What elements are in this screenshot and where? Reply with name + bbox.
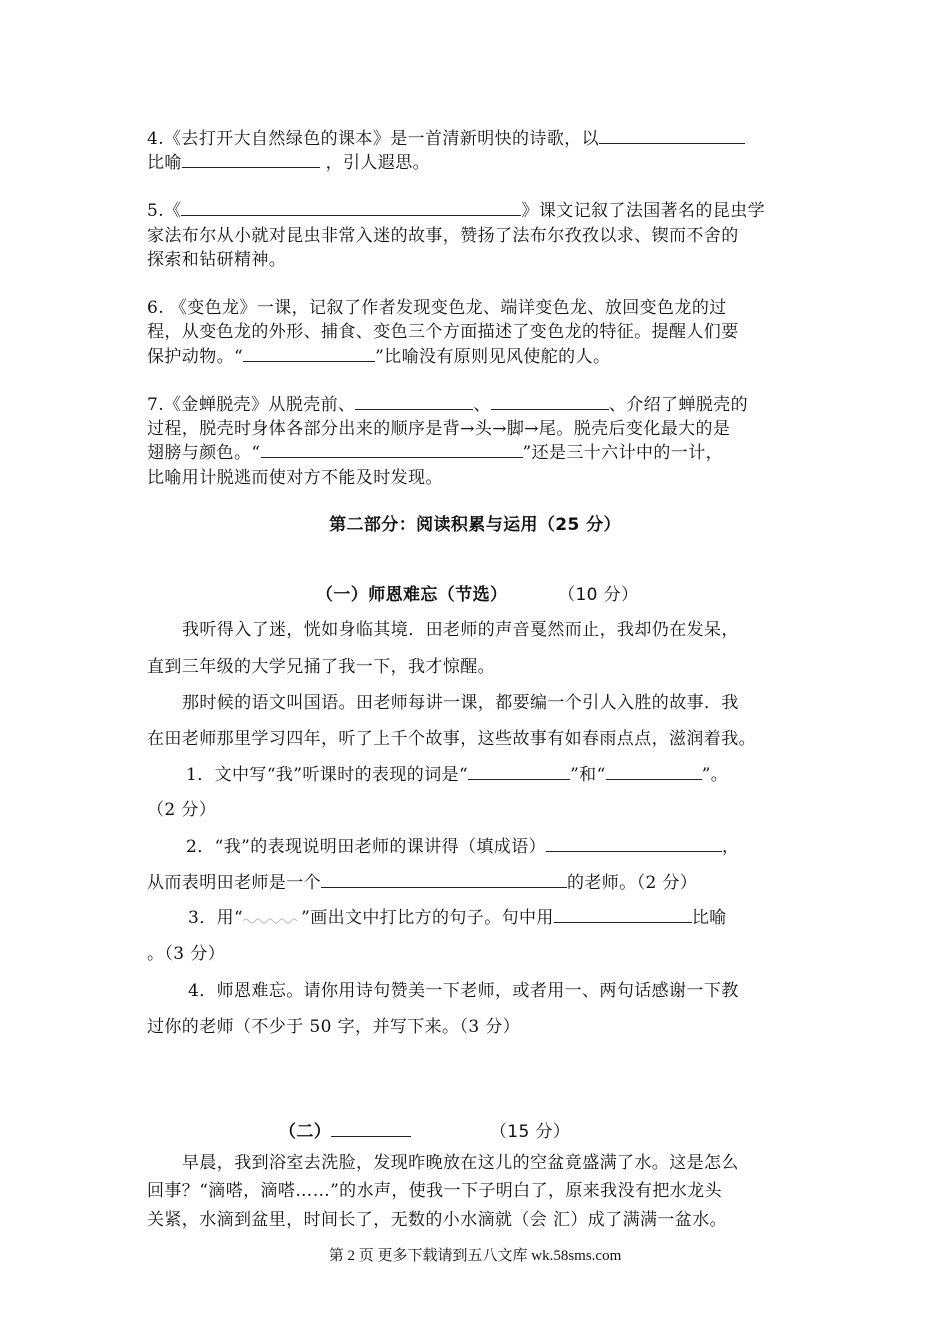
question-3-text: 3．用“ bbox=[188, 908, 244, 928]
section-1-question-2-line-2 bbox=[147, 871, 697, 895]
question-1-text: ”。 bbox=[701, 765, 729, 785]
section-2-score: （15 分） bbox=[489, 1122, 571, 1142]
section-1-question-2-line-1 bbox=[186, 835, 739, 859]
section-1-title-text: （一）师恩难忘（节选） bbox=[316, 585, 508, 605]
answer-blank[interactable] bbox=[606, 763, 702, 780]
answer-blank[interactable] bbox=[468, 763, 570, 780]
section-1-question-1-score: （2 分） bbox=[147, 800, 217, 820]
question-6-line-1: 6. 《变色龙》一课，记叙了作者发现变色龙、端详变色龙、放回变色龙的过 bbox=[147, 298, 727, 318]
section-1-title bbox=[316, 583, 639, 607]
question-7-text: ”还是三十六计中的一计， bbox=[522, 443, 723, 463]
section-1-question-1 bbox=[186, 763, 728, 787]
answer-blank[interactable] bbox=[181, 199, 521, 216]
question-6-text: ”比喻没有原则见风使舵的人。 bbox=[375, 347, 611, 367]
section-1-paragraph-2-line-2: 在田老师那里学习四年，听了上千个故事，这些故事有如春雨点点，滋润着我。 bbox=[147, 729, 756, 749]
section-1-question-4-line-2: 过你的老师（不少于 50 字，并写下来。（3 分） bbox=[147, 1017, 521, 1037]
question-4-line-2 bbox=[147, 151, 430, 175]
answer-blank[interactable] bbox=[546, 835, 722, 852]
question-7-text: 7.《金蝉脱壳》从脱壳前、 bbox=[147, 395, 356, 415]
question-7-text: 、 bbox=[473, 395, 491, 415]
question-4-line-1 bbox=[147, 127, 745, 151]
question-5-line-2: 家法布尔从小就对昆虫非常入迷的故事，赞扬了法布尔孜孜以求、锲而不舍的 bbox=[147, 226, 739, 246]
answer-blank[interactable] bbox=[321, 871, 567, 888]
section-2-paragraph-line-3: 关紧，水滴到盆里，时间长了，无数的小水滴就（会 汇）成了满满一盆水。 bbox=[147, 1210, 728, 1230]
question-4-text: 比喻 bbox=[147, 153, 182, 173]
page-footer: 第 2 页 更多下载请到五八文库 wk.58sms.com bbox=[328, 1248, 622, 1264]
section-1-question-3-line-1 bbox=[188, 906, 727, 930]
part-2-title: 第二部分：阅读积累与运用（25 分） bbox=[329, 515, 621, 535]
answer-blank[interactable] bbox=[554, 906, 692, 923]
question-1-text: ”和“ bbox=[570, 765, 606, 785]
answer-blank[interactable] bbox=[491, 393, 609, 410]
answer-blank[interactable] bbox=[261, 441, 523, 458]
answer-blank[interactable] bbox=[355, 393, 473, 410]
section-1-question-4-line-1: 4．师恩难忘。请你用诗句赞美一下老师，或者用一、两句话感谢一下教 bbox=[188, 981, 739, 1001]
question-7-text: 翅膀与颜色。“ bbox=[147, 443, 261, 463]
question-7-text: 、介绍了蝉脱壳的 bbox=[608, 395, 749, 415]
question-3-text: ”画出文中打比方的句子。句中用 bbox=[301, 908, 554, 928]
question-6-text: 保护动物。“ bbox=[147, 347, 244, 367]
answer-blank[interactable] bbox=[182, 151, 320, 168]
wavy-underline-icon bbox=[243, 913, 301, 925]
question-7-line-2: 过程，脱壳时身体各部分出来的顺序是背→头→脚→尾。脱壳后变化最大的是 bbox=[147, 419, 731, 439]
question-7-line-4: 比喻用计脱逃而使对方不能及时发现。 bbox=[147, 468, 443, 488]
section-2-paragraph-line-2: 回事？“滴嗒，滴嗒……”的水声，使我一下子明白了，原来我没有把水龙头 bbox=[147, 1181, 722, 1201]
section-2-title bbox=[279, 1120, 570, 1144]
question-5-line-3: 探索和钻研精神。 bbox=[147, 250, 287, 270]
question-7-line-3 bbox=[147, 441, 723, 465]
question-2-text: ， bbox=[722, 837, 740, 857]
question-4-text: 4.《去打开大自然绿色的课本》是一首清新明快的诗歌，以 bbox=[147, 129, 600, 149]
question-6-line-2: 程，从变色龙的外形、捕食、变色三个方面描述了变色龙的特征。提醒人们要 bbox=[147, 322, 739, 342]
question-5-line-1 bbox=[147, 199, 765, 223]
title-blank[interactable] bbox=[331, 1120, 411, 1137]
question-1-text: 1．文中写“我”听课时的表现的词是“ bbox=[186, 765, 469, 785]
question-2-text: 的老师。（2 分） bbox=[567, 873, 698, 893]
question-2-text: 从而表明田老师是一个 bbox=[147, 873, 321, 893]
question-6-line-3 bbox=[147, 345, 610, 369]
section-1-score: （10 分） bbox=[558, 585, 639, 605]
section-2-paragraph-line-1: 早晨，我到浴室去洗脸，发现昨晚放在这儿的空盆竟盛满了水。这是怎么 bbox=[182, 1153, 739, 1173]
section-1-question-3-score: 。（3 分） bbox=[147, 944, 226, 964]
section-2-title-text: （二） bbox=[279, 1122, 332, 1142]
section-1-paragraph-1-line-1: 我听得入了迷，恍如身临其境．田老师的声音戛然而止，我却仍在发呆， bbox=[182, 620, 739, 640]
question-3-text: 比喻 bbox=[691, 908, 727, 928]
question-2-text: 2．“我”的表现说明田老师的课讲得（填成语） bbox=[186, 837, 546, 857]
question-4-text: ，引人遐思。 bbox=[325, 153, 431, 173]
question-5-text: 5.《 bbox=[147, 201, 182, 221]
question-7-line-1 bbox=[147, 393, 748, 417]
question-5-text: 》课文记叙了法国著名的昆虫学 bbox=[521, 201, 766, 221]
section-1-paragraph-2-line-1: 那时候的语文叫国语。田老师每讲一课，都要编一个引人入胜的故事．我 bbox=[182, 693, 739, 713]
section-1-paragraph-1-line-2: 直到三年级的大学兄捅了我一下，我才惊醒。 bbox=[147, 657, 495, 677]
answer-blank[interactable] bbox=[599, 127, 745, 144]
answer-blank[interactable] bbox=[243, 345, 375, 362]
